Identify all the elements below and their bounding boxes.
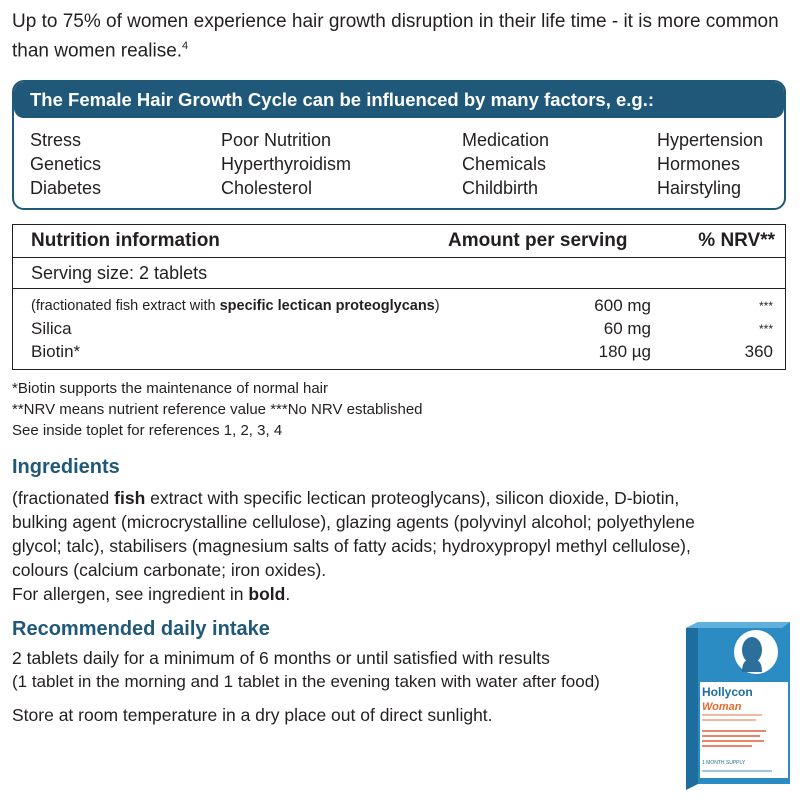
footnotes [12, 378, 423, 441]
ingredient-name: Silica [31, 319, 72, 338]
header-amount: Amount per serving [448, 230, 628, 251]
ingredient-nrv: 360 [744, 342, 773, 361]
storage-note: Store at room temperature in a dry place out of direct sunlight. [12, 705, 493, 725]
product-variant: Woman [702, 701, 742, 713]
factor-item: Diabetes [30, 178, 102, 198]
ingredient-nrv: *** [758, 322, 773, 336]
factor-item: Hormones [657, 154, 741, 174]
footnote: **NRV means nutrient reference value ***No NRV established [12, 401, 423, 418]
product-brand: Hollycon [702, 685, 753, 699]
intake-line-1: 2 tablets daily for a minimum of 6 months or until satisfied with results [12, 648, 550, 668]
allergen-note: For allergen, see ingredient in bold. [12, 584, 291, 604]
woman-silhouette-icon [742, 637, 762, 672]
serving-size-row [13, 258, 785, 289]
factors-title: The Female Hair Growth Cycle can be influenced by many factors, e.g.: [14, 82, 784, 118]
table-row [13, 295, 785, 317]
footnote: See inside toplet for references 1, 2, 3, 4 [12, 422, 283, 439]
header-nrv: % NRV** [698, 230, 775, 251]
factor-item: Hairstyling [657, 178, 742, 198]
factor-item: Chemicals [462, 154, 547, 174]
factors-box [12, 80, 786, 210]
factor-item: Stress [30, 130, 82, 150]
factor-item: Childbirth [462, 178, 539, 198]
intro-text: Up to 75% of women experience hair growth disruption in their life time - it is more common than women realise.$^4$ [12, 11, 779, 62]
factor-item: Hypertension [657, 130, 764, 150]
factor-item: Medication [462, 130, 550, 150]
factor-item: Hyperthyroidism [221, 154, 352, 174]
ingredient-amount: 60 mg [603, 319, 651, 338]
nutrition-table [12, 224, 786, 370]
header-nutrition: Nutrition information [31, 230, 220, 251]
table-row [13, 341, 785, 363]
ingredient-nrv: *** [758, 299, 773, 313]
nutrition-header-row [13, 225, 785, 258]
ingredient-amount: 600 mg [594, 296, 651, 315]
factor-item: Poor Nutrition [221, 130, 332, 150]
ingredient-name: Biotin* [31, 342, 81, 361]
serving-size: Serving size: 2 tablets [31, 263, 208, 283]
ingredient-amount: 180 µg [598, 342, 651, 361]
reference-marker: 4 [182, 40, 189, 52]
factor-item: Genetics [30, 154, 102, 174]
ingredient-name: (fractionated fish extract with specific lectican proteoglycans) [31, 298, 440, 314]
footnote: *Biotin supports the maintenance of normal hair [12, 380, 329, 397]
ingredients-heading: Ingredients [12, 456, 120, 478]
ingredients-text: (fractionated fish extract with specific lectican proteoglycans), silicon dioxide, D-biotin, bulking agent (microcrystalline cellulose), glazing agents (polyvinyl alcohol; polyethylene glycol; talc), stabilisers (magnesium salts of fatty acids; hydroxypropyl methyl cellulose), colours (calcium carbonate; iron oxides). [12, 488, 695, 580]
intake-line-2: (1 tablet in the morning and 1 tablet in the evening taken with water after food) [12, 672, 600, 691]
intake-heading: Recommended daily intake [12, 618, 270, 640]
product-box [686, 622, 794, 790]
factor-item: Cholesterol [221, 178, 313, 198]
table-row [13, 318, 785, 340]
product-supply: 1 MONTH SUPPLY [702, 760, 746, 766]
